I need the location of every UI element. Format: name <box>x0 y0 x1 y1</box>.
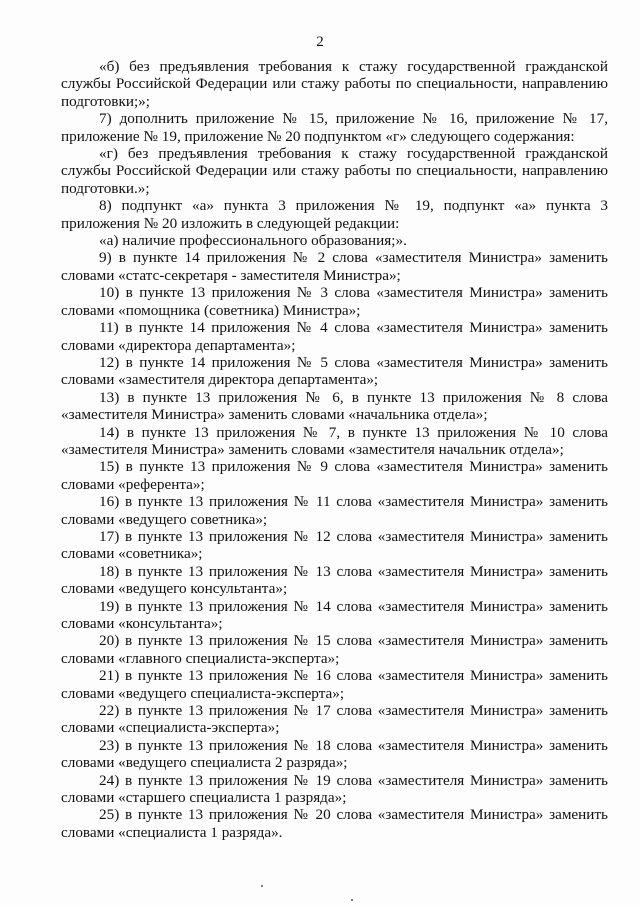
paragraph: 22) в пункте 13 приложения № 17 слова «заместителя Министра» заменить словами «специалиста-эксперта»; <box>61 702 608 737</box>
paragraph: 14) в пункте 13 приложения № 7, в пункте 13 приложения № 10 слова «заместителя Министра» заменить словами «заместителя начальник отдела»; <box>61 423 608 458</box>
paragraph: 21) в пункте 13 приложения № 16 слова «заместителя Министра» заменить словами «ведущего специалиста-эксперта»; <box>61 667 608 702</box>
document-body <box>61 58 608 841</box>
paragraph: 18) в пункте 13 приложения № 13 слова «заместителя Министра» заменить словами «ведущего консультанта»; <box>61 562 608 598</box>
paragraph: 25) в пункте 13 приложения № 20 слова «заместителя Министра» заменить словами «специалиста 1 разряда». <box>61 806 608 841</box>
paragraph: 13) в пункте 13 приложения № 6, в пункте 13 приложения № 8 слова «заместителя Министра» заменить словами «начальника отдела»; <box>61 388 608 424</box>
scan-speck <box>261 885 263 887</box>
paragraph: 7) дополнить приложение № 15, приложение № 16, приложение № 17, приложение № 19, приложение № 20 подпунктом «г» следующего содержания: <box>61 110 608 145</box>
paragraph: 24) в пункте 13 приложения № 19 слова «заместителя Министра» заменить словами «старшего специалиста 1 разряда»; <box>61 771 608 807</box>
paragraph: 15) в пункте 13 приложения № 9 слова «заместителя Министра» заменить словами «референта»; <box>61 458 608 493</box>
paragraph: 23) в пункте 13 приложения № 18 слова «заместителя Министра» заменить словами «ведущего специалиста 2 разряда»; <box>61 736 608 772</box>
scan-speck <box>351 899 353 901</box>
paragraph: 11) в пункте 14 приложения № 4 слова «заместителя Министра» заменить словами «директора департамента»; <box>61 319 608 354</box>
paragraph: «г) без предъявления требования к стажу государственной гражданской службы Российской Федерации или стажу работы по специальности, направлению подготовки.»; <box>61 145 608 197</box>
paragraph: 17) в пункте 13 приложения № 12 слова «заместителя Министра» заменить словами «советника»; <box>61 527 608 563</box>
paragraph: 12) в пункте 14 приложения № 5 слова «заместителя Министра» заменить словами «заместителя директора департамента»; <box>61 353 608 389</box>
paragraph: 19) в пункте 13 приложения № 14 слова «заместителя Министра» заменить словами «консультанта»; <box>61 597 608 632</box>
paragraph: 10) в пункте 13 приложения № 3 слова «заместителя Министра» заменить словами «помощника (советника) Министра»; <box>61 284 608 319</box>
paragraph: 20) в пункте 13 приложения № 15 слова «заместителя Министра» заменить словами «главного специалиста-эксперта»; <box>61 632 608 667</box>
paragraph: «б) без предъявления требования к стажу государственной гражданской службы Российской Федерации или стажу работы по специальности, направлению подготовки;»; <box>61 58 608 110</box>
paragraph: 9) в пункте 14 приложения № 2 слова «заместителя Министра» заменить словами «статс-секретаря - заместителя Министра»; <box>61 249 608 284</box>
paragraph: 16) в пункте 13 приложения № 11 слова «заместителя Министра» заменить словами «ведущего советника»; <box>61 493 608 528</box>
page-number: 2 <box>316 34 324 50</box>
paragraph: 8) подпункт «а» пункта 3 приложения № 19, подпункт «а» пункта 3 приложения № 20 изложить в следующей редакции: <box>61 197 608 232</box>
paragraph: «а) наличие профессионального образования;». <box>99 232 407 250</box>
